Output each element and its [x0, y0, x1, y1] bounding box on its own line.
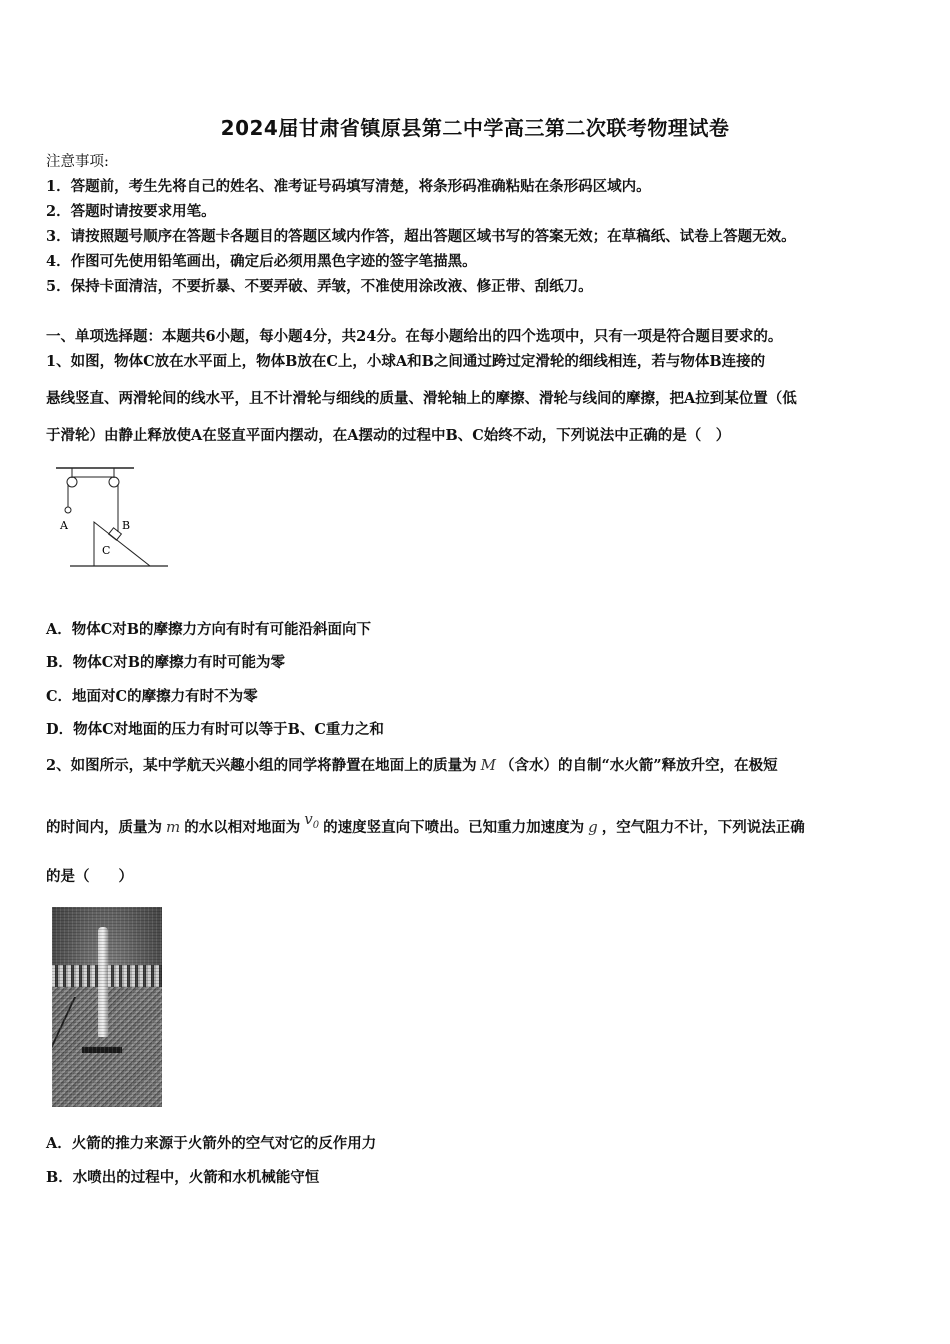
- notes-item: 1．答题前，考生先将自己的姓名、准考证号码填写清楚，将条形码准确粘贴在条形码区域内。: [46, 178, 651, 195]
- label-B: B: [122, 519, 131, 532]
- notes-item: 4．作图可先使用铅笔画出，确定后必须用黑色字迹的签字笔描黑。: [46, 253, 477, 270]
- ball-A: [65, 507, 71, 513]
- pulley-incline-diagram: [52, 464, 172, 574]
- symbol-M: M: [480, 756, 496, 774]
- photo-grain: [52, 907, 162, 1107]
- q2-stem-line: 的时间内，质量为 m 的水以相对地面为 $v_0$ 的速度竖直向下喷出。已知重力加速度为 g ，空气阻力不计，下列说法正确: [46, 810, 805, 836]
- notes-item: 5．保持卡面清洁，不要折暴、不要弄破、弄皱，不准使用涂改液、修正带、刮纸刀。: [46, 278, 593, 295]
- notes-heading: 注意事项:: [46, 154, 109, 170]
- water-rocket-photo: [52, 907, 162, 1107]
- q1-stem-line: 1、如图，物体C放在水平面上，物体B放在C上，小球A和B之间通过跨过定滑轮的细线相连，若与物体B连接的: [46, 353, 766, 370]
- q1-option-d: D．物体C对地面的压力有时可以等于B、C重力之和: [46, 721, 384, 738]
- notes-item: 2．答题时请按要求用笔。: [46, 203, 216, 220]
- q2-stem-line: 2、如图所示，某中学航天兴趣小组的同学将静置在地面上的质量为 M （含水）的自制“水火箭”释放升空，在极短: [46, 756, 778, 774]
- q1-option-a: A．物体C对B的摩擦力方向有时有可能沿斜面向下: [46, 621, 372, 638]
- section-heading: 一、单项选择题：本题共6小题，每小题4分，共24分。在每小题给出的四个选项中，只有一项是符合题目要求的。: [46, 328, 783, 345]
- symbol-v0: $v_0$: [304, 810, 320, 831]
- q2-option-b: B．水喷出的过程中，火箭和水机械能守恒: [46, 1169, 320, 1186]
- page-title: 2024届甘肃省镇原县第二中学高三第二次联考物理试卷: [220, 116, 730, 140]
- q2-stem-line: 的是（ ）: [46, 868, 133, 885]
- q1-option-b: B．物体C对B的摩擦力有时可能为零: [46, 654, 286, 671]
- q1-stem-line: 悬线竖直、两滑轮间的线水平，且不计滑轮与细线的质量、滑轮轴上的摩擦、滑轮与线间的摩擦，把A拉到某位置（低: [46, 390, 797, 407]
- q2-option-a: A．火箭的推力来源于火箭外的空气对它的反作用力: [46, 1135, 377, 1152]
- label-A: A: [60, 519, 68, 532]
- q1-stem-line: 于滑轮）由静止释放使A在竖直平面内摆动，在A摆动的过程中B、C始终不动，下列说法中正确的是（ ）: [46, 427, 731, 444]
- label-C: C: [102, 544, 111, 557]
- q1-option-c: C．地面对C的摩擦力有时不为零: [46, 688, 258, 705]
- symbol-m: m: [166, 818, 181, 836]
- notes-item: 3．请按照题号顺序在答题卡各题目的答题区域内作答，超出答题区域书写的答案无效；在草稿纸、试卷上答题无效。: [46, 228, 796, 245]
- symbol-g: g: [588, 818, 598, 836]
